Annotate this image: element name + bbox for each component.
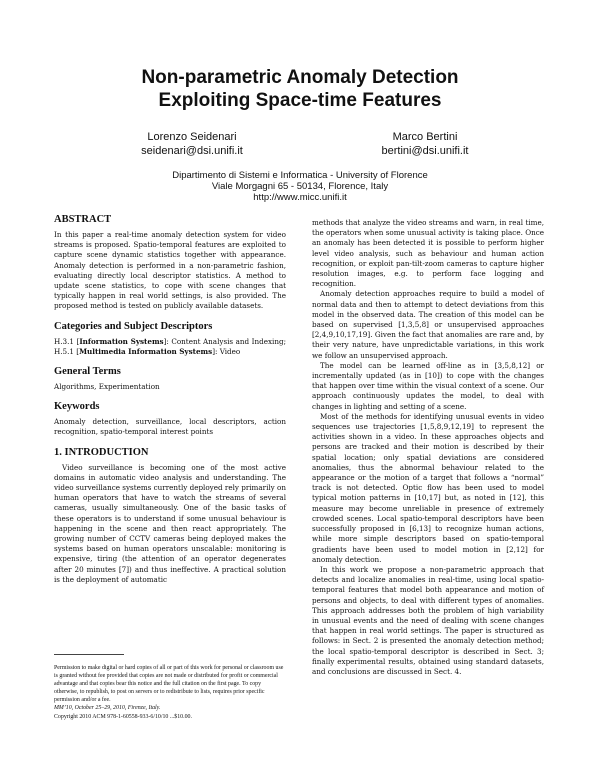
title-line-1: Non-parametric Anomaly Detection xyxy=(141,67,459,88)
categories-heading: Categories and Subject Descriptors xyxy=(54,320,213,332)
affiliation-address: Viale Morgagni 65 - 50134, Florence, Italy xyxy=(211,181,389,192)
body-paragraph: The model can be learned off-line as in [3,5,8,12] or incrementally updated (as in [10]) to cope with the changes that happen over time within the visual context of a scene. Our approach continuously updates the model, to deal with changes in lighting and setting of a scene. xyxy=(312,360,544,411)
affiliation-dept: Dipartimento di Sistemi e Informatica - University of Florence xyxy=(172,170,428,181)
conference-info: MM’10, October 25–29, 2010, Firenze, Italy. xyxy=(54,705,161,712)
author-email: seidenari@dsi.unifi.it xyxy=(141,145,243,157)
paper-title xyxy=(0,66,600,112)
affiliation-url: http://www.micc.unifi.it xyxy=(253,192,347,203)
categories-text: H.3.1 [Information Systems]: Content Analysis and Indexing; H.5.1 [Multimedia Information Systems]: Video xyxy=(54,336,286,356)
introduction-heading: 1. INTRODUCTION xyxy=(54,446,149,458)
abstract-text: In this paper a real-time anomaly detection system for video streams is proposed. Spatio-temporal features are exploited to capture scene dynamic statistics together with appearance. Anomaly detection is performed in a non-parametric fashion, evaluating directly local descriptor statistics. A method to update scene statistics, to cope with scene changes that typically happen in real world settings, is also provided. The proposed method is tested on publicly available datasets. xyxy=(54,230,286,311)
footnote-divider xyxy=(54,654,124,655)
permission-notice: Permission to make digital or hard copies of all or part of this work for personal or classroom use is granted without fee provided that copies are not made or distributed for profit or commercial advantage and that copies bear this notice and the full citation on the first page. To copy otherwise, to republish, to post on servers or to redistribute to lists, requires prior specific permission and/or a fee. xyxy=(54,665,284,704)
footnote-block xyxy=(54,664,286,721)
left-column xyxy=(54,214,286,585)
author-email: bertini@dsi.unifi.it xyxy=(381,145,469,157)
author-block-1 xyxy=(92,130,292,158)
body-paragraph: In this work we propose a non-parametric approach that detects and localize anomalies in real-time, using local spatio-temporal features that model both appearance and motion of persons and objects, to deal with different types of anomalies. This approach addresses both the problem of high variability in unusual events and the need of dealing with scene changes that happen in real world settings. The paper is structured as follows: in Sect. 2 is presented the anomaly detection method; the local spatio-temporal descriptor is described in Sect. 3; finally experimental results, obtained using standard datasets, and conclusions are discussed in Sect. 4. xyxy=(312,564,544,676)
general-terms-text: Algorithms, Experimentation xyxy=(54,382,160,392)
introduction-paragraph: Video surveillance is becoming one of the most active domains in automatic video analysis and understanding. The video surveillance systems currently deployed rely primarily on human operators that have to watch the streams of several cameras, usually simultaneously. One of the basic tasks of these operators is to understand if some unusual behaviour is happening in the scene and then react appropriately. The growing number of CCTV cameras being deployed makes the systems based on human operators unscalable: monitoring is expensive, tiring (the attention of an operator degenerates after 20 minutes [7]) and thus ineffective. A practical solution is the deployment of automatic xyxy=(54,462,286,584)
author-name: Lorenzo Seidenari xyxy=(147,131,237,143)
keywords-text: Anomaly detection, surveillance, local descriptors, action recognition, spatio-temporal interest points xyxy=(54,417,286,437)
title-line-2: Exploiting Space-time Features xyxy=(158,90,442,111)
body-paragraph: Anomaly detection approaches require to build a model of normal data and then to attempt to detect deviations from this model in the observed data. The creation of this model can be based on supervised [1,3,5,8] or unsupervised approaches [2,4,9,10,17,19]. Given the fact that anomalies are rare and, by their very nature, have unpredictable variations, in this work we follow an unsupervised approach. xyxy=(312,289,544,360)
general-terms-heading: General Terms xyxy=(54,366,121,378)
body-paragraph: methods that analyze the video streams and warn, in real time, the operators when some unusual activity is taking place. Once an anomaly has been detected it is possible to perform higher level video analysis, such as behaviour and human action recognition, or exploit pan-tilt-zoom cameras to capture higher resolution images, e.g. to perform face logging and recognition. xyxy=(312,218,544,289)
abstract-heading: ABSTRACT xyxy=(54,214,112,225)
author-block-2 xyxy=(325,130,525,158)
right-column xyxy=(312,218,544,677)
affiliation-block xyxy=(0,170,600,203)
body-paragraph: Most of the methods for identifying unusual events in video sequences use trajectories [1,5,8,9,12,19] to represent the activities shown in a video. In these approaches objects and persons are tracked and their motion is described by their spatial location; only spatial deviations are considered anomalies, thus the abnormal behaviour related to the appearance or the motion of a target that follows a “normal” track is not detected. Optic flow has been used to model typical motion patterns in [10,17] but, as noted in [12], this measure may become unreliable in presence of extremely crowded scenes. Local spatio-temporal descriptors have been successfully proposed in [6,13] to recognize human actions, while more simple descriptors based on spatio-temporal gradients have been used to model motion in [2,12] for anomaly detection. xyxy=(312,411,544,564)
keywords-heading: Keywords xyxy=(54,401,100,413)
author-name: Marco Bertini xyxy=(392,131,458,143)
copyright-notice: Copyright 2010 ACM 978-1-60558-933-6/10/10 ...$10.00. xyxy=(54,713,192,720)
